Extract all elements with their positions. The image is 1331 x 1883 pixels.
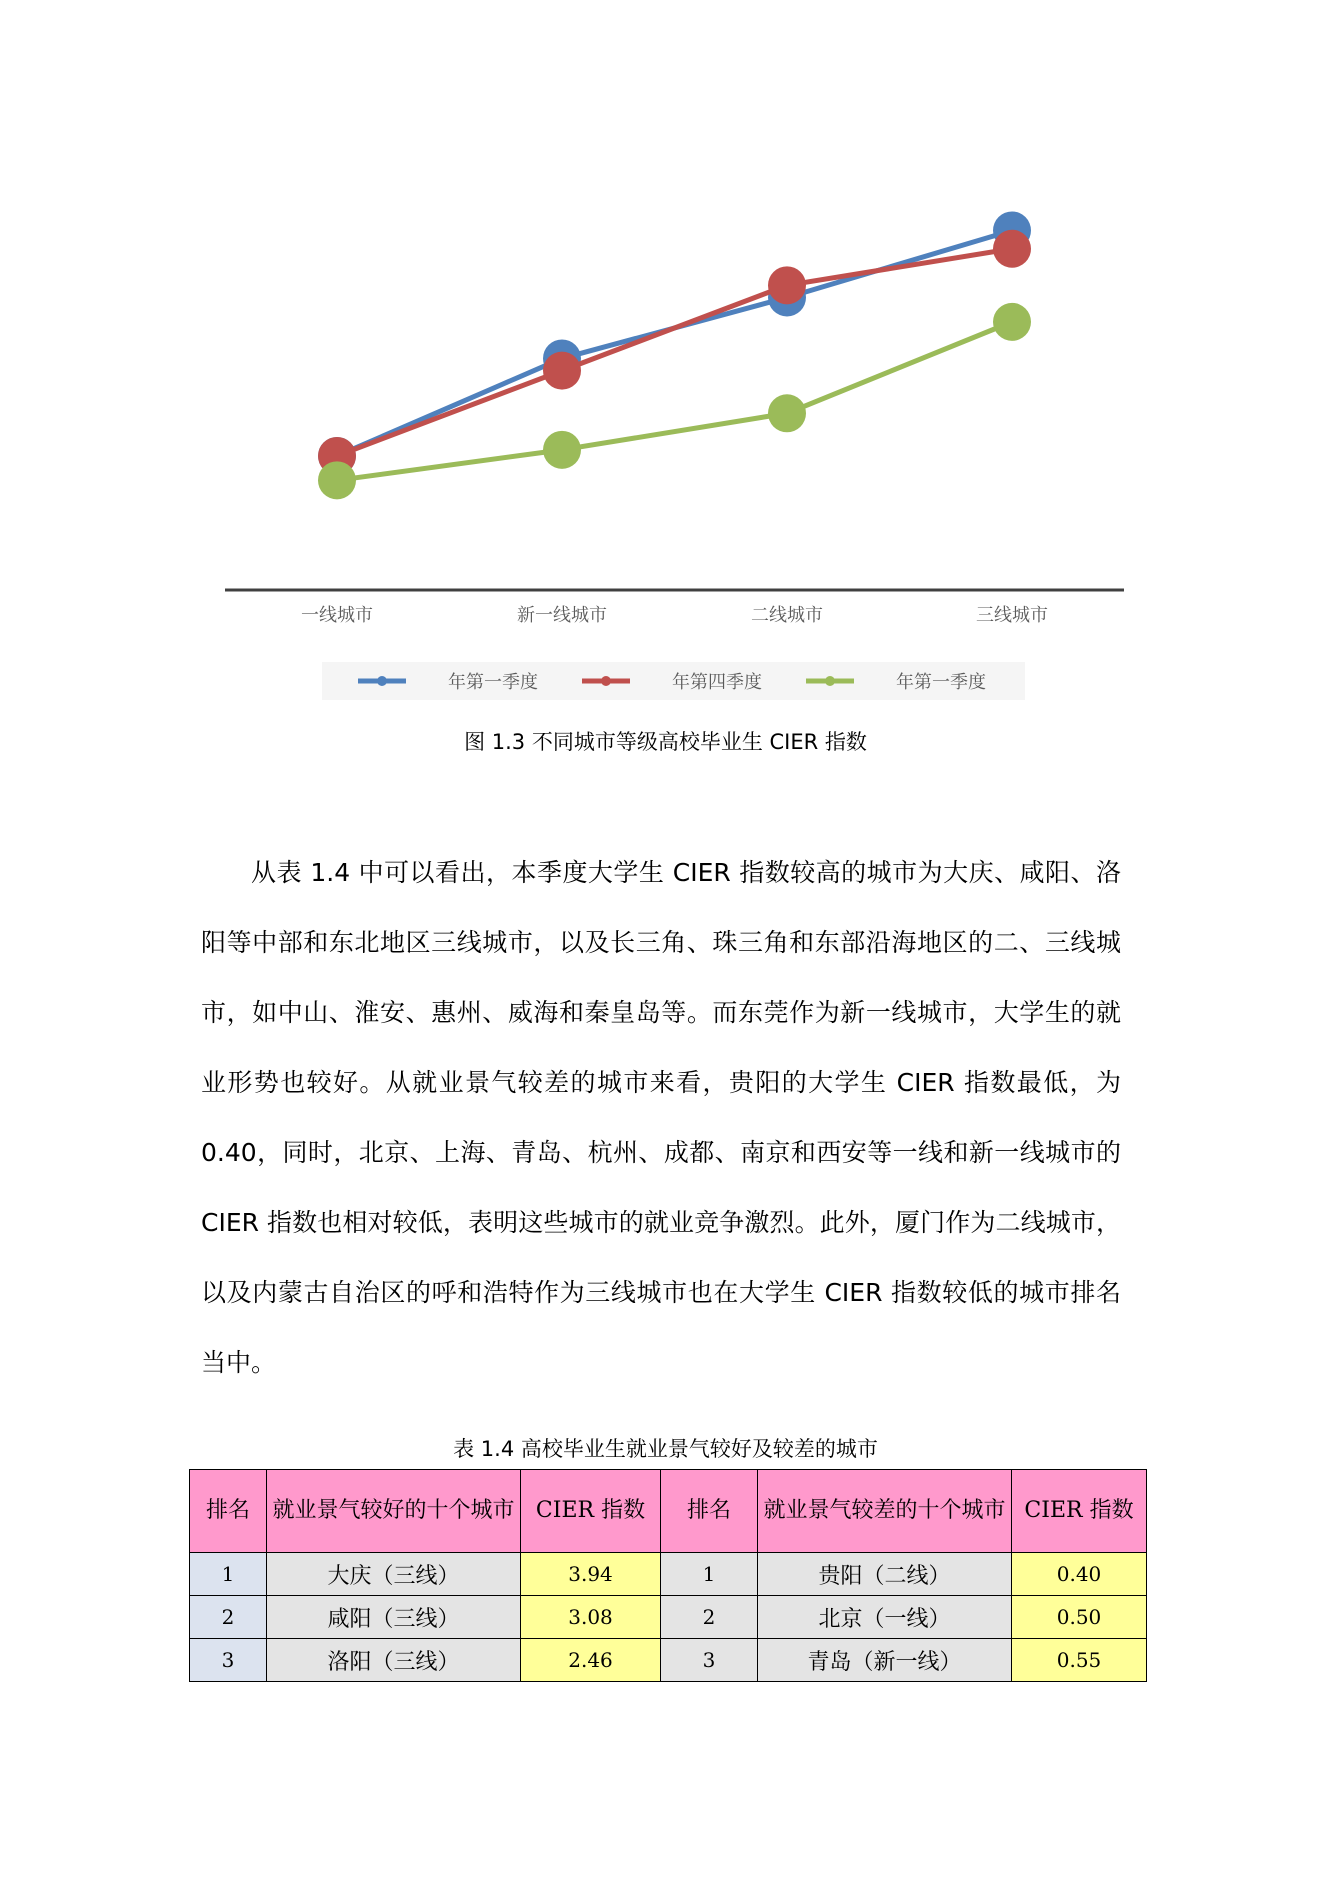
poor-index-cell: 0.55 xyxy=(1012,1639,1147,1682)
data-point xyxy=(318,461,356,499)
x-tick-label: 一线城市 xyxy=(301,605,373,626)
good-city-cell: 咸阳（三线） xyxy=(267,1596,521,1639)
x-axis-labels xyxy=(301,605,1048,626)
poor-index-cell: 0.40 xyxy=(1012,1553,1147,1596)
header-good-cities: 就业景气较好的十个城市 xyxy=(267,1470,521,1553)
good-index-cell: 2.46 xyxy=(521,1639,661,1682)
header-rank-good: 排名 xyxy=(190,1470,267,1553)
table-row xyxy=(190,1639,1147,1682)
data-point xyxy=(993,230,1031,268)
header-index-good: CIER 指数 xyxy=(521,1470,661,1553)
poor-city-cell: 北京（一线） xyxy=(758,1596,1012,1639)
rank-good-cell: 2 xyxy=(190,1596,267,1639)
body-paragraph: 从表 1.4 中可以看出，本季度大学生 CIER 指数较高的城市为大庆、咸阳、洛阳等中部和东北地区三线城市，以及长三角、珠三角和东部沿海地区的二、三线城市，如中山、淮安、惠州、威海和秦皇岛等。而东莞作为新一线城市，大学生的就业形势也较好。从就业景气较差的城市来看，贵阳的大学生 CIER 指数最低，为 0.40，同时，北京、上海、青岛、杭州、成都、南京和西安等一线和新一线城市的 CIER 指数也相对较低，表明这些城市的就业竞争激烈。此外，厦门作为二线城市，以及内蒙古自治区的呼和浩特作为三线城市也在大学生 CIER 指数较低的城市排名当中。 xyxy=(201,858,1121,1377)
table-row xyxy=(190,1553,1147,1596)
rank-poor-cell: 1 xyxy=(661,1553,758,1596)
x-tick-label: 三线城市 xyxy=(976,605,1048,626)
series-0 xyxy=(318,211,1031,474)
legend-label: 年第一季度 xyxy=(448,672,538,693)
rank-good-cell: 1 xyxy=(190,1553,267,1596)
city-ranking-table xyxy=(189,1469,1147,1682)
x-tick-label: 新一线城市 xyxy=(517,605,607,626)
x-tick-label: 二线城市 xyxy=(751,605,823,626)
poor-index-cell: 0.50 xyxy=(1012,1596,1147,1639)
good-index-cell: 3.08 xyxy=(521,1596,661,1639)
header-rank-poor: 排名 xyxy=(661,1470,758,1553)
rank-poor-cell: 3 xyxy=(661,1639,758,1682)
legend-marker xyxy=(601,676,611,686)
table-header-row xyxy=(190,1470,1147,1553)
series-layer xyxy=(318,211,1031,499)
rank-good-cell: 3 xyxy=(190,1639,267,1682)
poor-city-cell: 贵阳（二线） xyxy=(758,1553,1012,1596)
data-point xyxy=(993,303,1031,341)
header-index-poor: CIER 指数 xyxy=(1012,1470,1147,1553)
legend-marker xyxy=(825,676,835,686)
table-row xyxy=(190,1596,1147,1639)
poor-city-cell: 青岛（新一线） xyxy=(758,1639,1012,1682)
legend-marker xyxy=(377,676,387,686)
series-line xyxy=(337,249,1012,456)
data-point xyxy=(543,431,581,469)
legend-label: 年第一季度 xyxy=(896,672,986,693)
series-2 xyxy=(318,303,1031,499)
good-city-cell: 大庆（三线） xyxy=(267,1553,521,1596)
series-1 xyxy=(318,230,1031,475)
data-point xyxy=(768,394,806,432)
good-index-cell: 3.94 xyxy=(521,1553,661,1596)
data-point xyxy=(768,266,806,304)
legend-label: 年第四季度 xyxy=(672,672,762,693)
rank-poor-cell: 2 xyxy=(661,1596,758,1639)
series-line xyxy=(337,322,1012,480)
data-point xyxy=(543,352,581,390)
good-city-cell: 洛阳（三线） xyxy=(267,1639,521,1682)
cier-line-chart xyxy=(0,0,1331,720)
figure-caption: 图 1.3 不同城市等级高校毕业生 CIER 指数 xyxy=(464,730,867,754)
header-poor-cities: 就业景气较差的十个城市 xyxy=(758,1470,1012,1553)
table-caption: 表 1.4 高校毕业生就业景气较好及较差的城市 xyxy=(453,1437,878,1461)
